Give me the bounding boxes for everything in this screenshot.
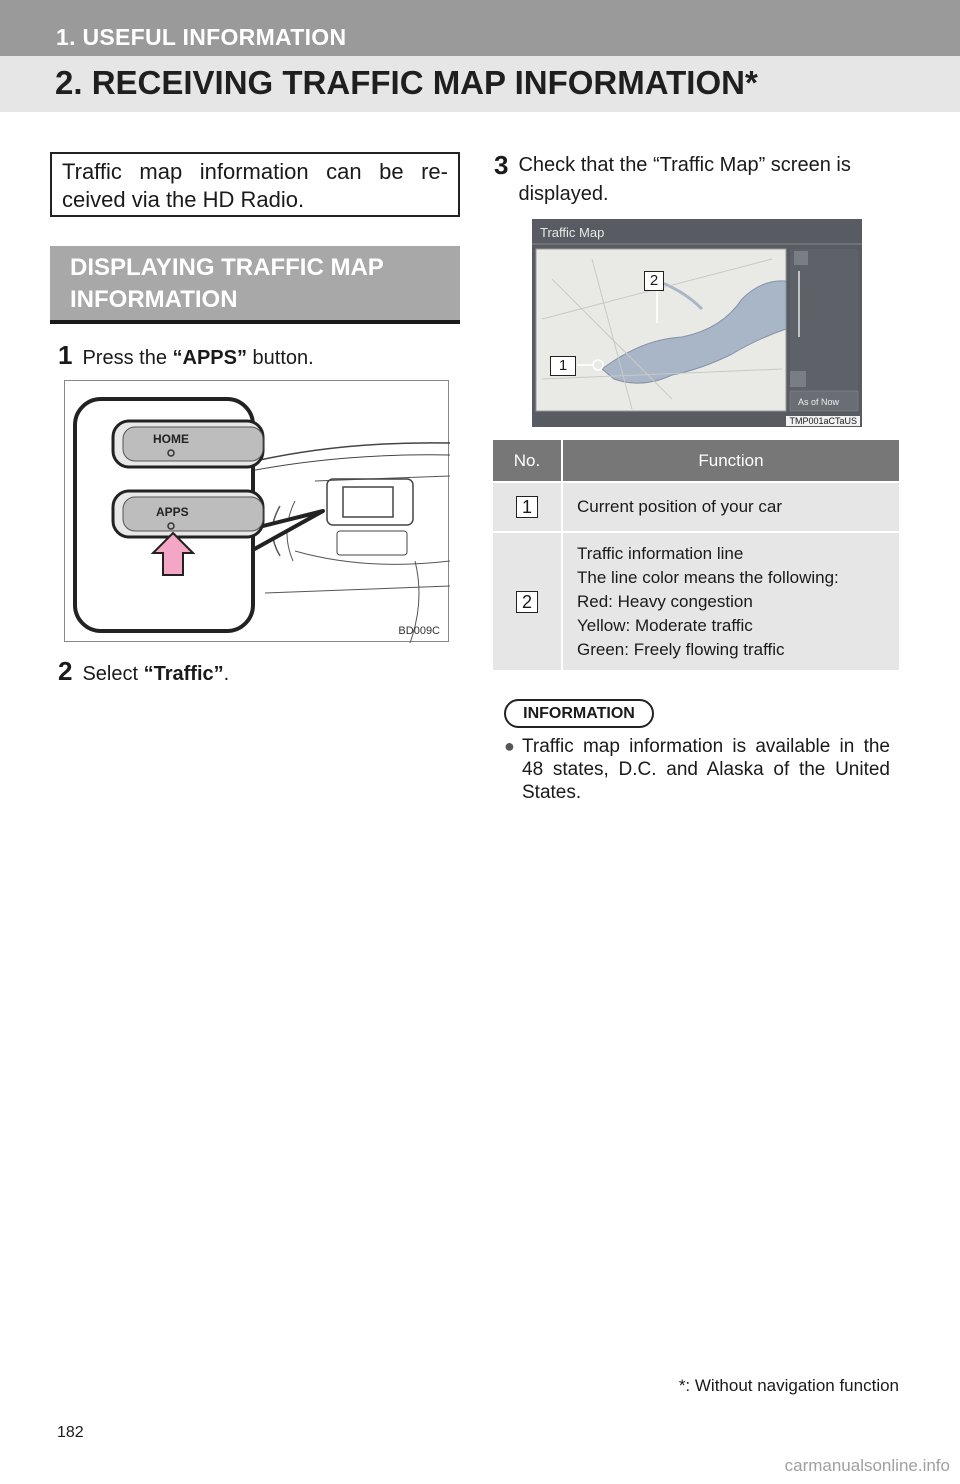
step-text: Select <box>82 663 144 685</box>
subheading-line-1: DISPLAYING TRAFFIC MAP <box>70 254 384 281</box>
step-keyword: “APPS” <box>172 347 247 369</box>
dashboard-drawing <box>65 381 450 643</box>
callout-2: 2 <box>644 271 664 291</box>
row-number-box: 2 <box>516 591 538 613</box>
table-row <box>493 532 899 670</box>
footnote: *: Without navigation function <box>678 1376 899 1395</box>
information-text: Traffic map information is available in the 48 states, D.C. and Alaska of the United States. <box>522 736 890 803</box>
function-line: Yellow: Moderate traffic <box>577 615 753 635</box>
map-drawing <box>532 219 862 427</box>
step-text: Check that the “Traffic Map” screen is displayed. <box>518 154 851 205</box>
step-text: Press the <box>82 347 173 369</box>
step-number: 1 <box>58 340 73 370</box>
row-number-cell <box>493 482 562 532</box>
function-line: The line color means the following: <box>577 567 839 587</box>
step-text-end: . <box>223 663 230 685</box>
home-button-label: HOME <box>153 432 189 446</box>
step-number: 2 <box>58 656 73 686</box>
subheading-line-2: INFORMATION <box>70 286 238 313</box>
intro-box: Traffic map information can be re-ceived via the HD Radio. <box>50 152 460 217</box>
chapter-header <box>0 56 960 112</box>
page-number: 182 <box>57 1424 84 1441</box>
header-no: No. <box>493 440 562 482</box>
section-header <box>0 0 960 56</box>
step-3 <box>494 151 904 209</box>
subheading <box>50 246 460 324</box>
screen-title: Traffic Map <box>540 225 605 240</box>
section-title: 1. USEFUL INFORMATION <box>56 24 347 50</box>
figure-code: TMP001aCTaUS <box>786 416 860 426</box>
function-cell <box>562 482 899 532</box>
row-number-box: 1 <box>516 496 538 518</box>
watermark: carmanualsonline.info <box>784 1456 950 1475</box>
apps-button-label: APPS <box>156 505 189 519</box>
step-2 <box>58 656 229 687</box>
function-line: Traffic information line <box>577 543 744 563</box>
header-function: Function <box>562 440 899 482</box>
traffic-map-screenshot <box>532 219 862 427</box>
step-1 <box>58 340 314 371</box>
page-title: 2. RECEIVING TRAFFIC MAP INFORMATION* <box>55 64 758 101</box>
information-body <box>504 735 890 804</box>
step-text-end: button. <box>246 347 314 369</box>
function-line: Current position of your car <box>577 497 783 516</box>
bullet-icon: ● <box>504 736 515 756</box>
row-number-cell <box>493 532 562 670</box>
function-line: Red: Heavy congestion <box>577 591 753 611</box>
table-row <box>493 482 899 532</box>
function-table <box>493 440 899 670</box>
apps-button-illustration <box>64 380 449 642</box>
function-line: Green: Freely flowing traffic <box>577 639 785 659</box>
callout-1: 1 <box>550 356 576 376</box>
function-cell <box>562 532 899 670</box>
figure-code: BD009C <box>398 625 440 637</box>
information-tag: INFORMATION <box>504 699 654 728</box>
as-of-now-label: As of Now <box>798 397 840 407</box>
step-number: 3 <box>494 150 509 180</box>
step-keyword: “Traffic” <box>143 663 224 685</box>
